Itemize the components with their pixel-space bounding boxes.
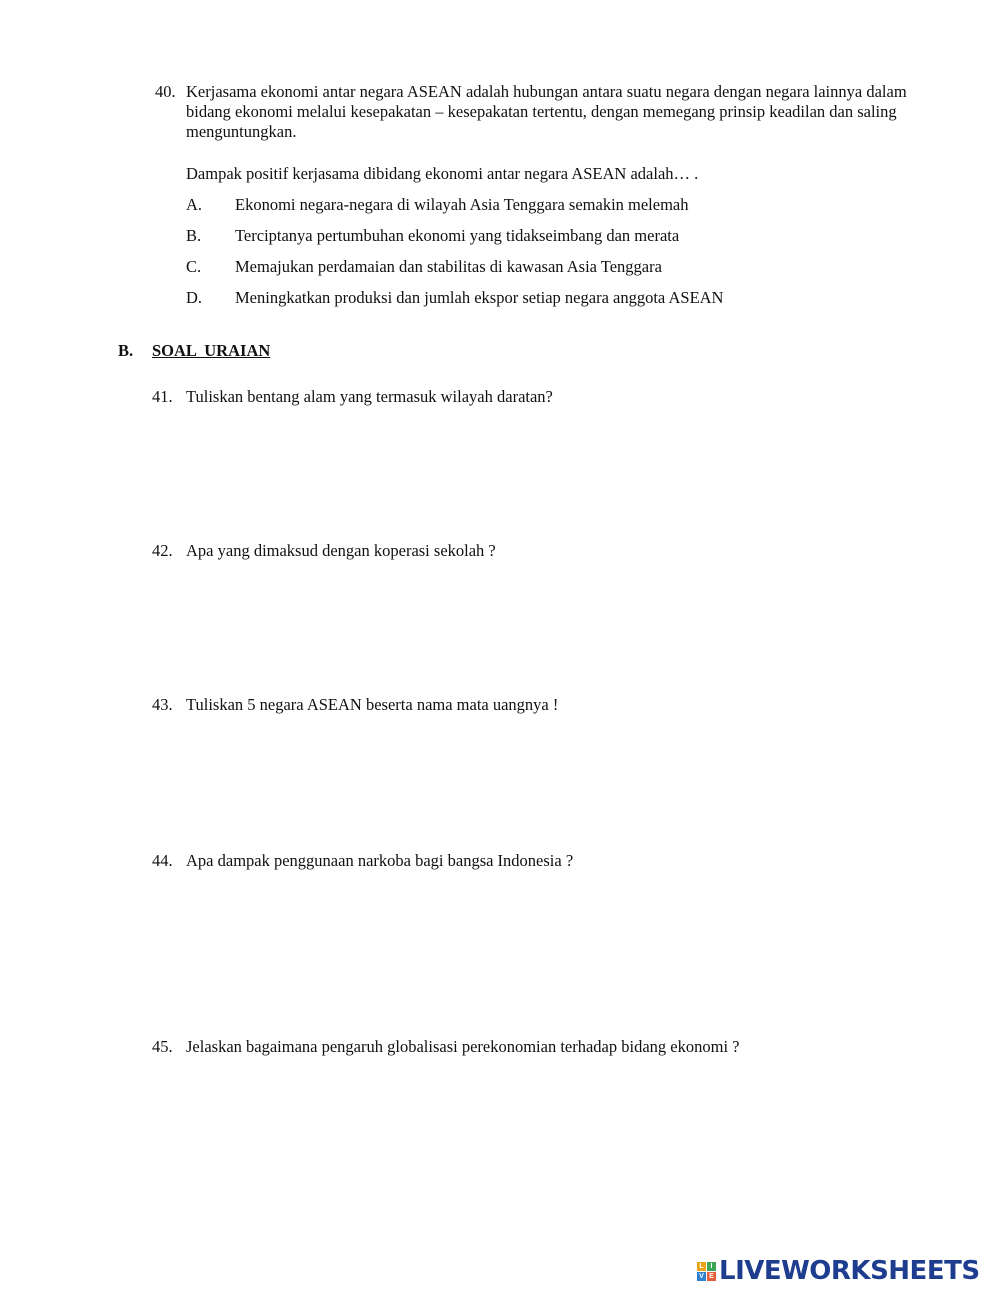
logo-block: V	[697, 1272, 706, 1281]
option-a-text: Ekonomi negara-negara di wilayah Asia Tenggara semakin melemah	[235, 195, 689, 214]
question-41-text: Tuliskan bentang alam yang termasuk wilayah daratan?	[186, 387, 553, 406]
question-44-text: Apa dampak penggunaan narkoba bagi bangsa Indonesia ?	[186, 851, 574, 870]
question-42-text: Apa yang dimaksud dengan koperasi sekolah ?	[186, 541, 496, 560]
option-b-text: Terciptanya pertumbuhan ekonomi yang tidakseimbang dan merata	[235, 226, 680, 245]
section-label: B.	[118, 341, 134, 360]
option-c-letter: C.	[186, 257, 202, 276]
logo-block: I	[707, 1262, 716, 1271]
question-number: 40.	[155, 82, 176, 101]
section-title: SOAL URAIAN	[152, 341, 271, 360]
logo-block: L	[697, 1262, 706, 1271]
question-number: 42.	[152, 541, 173, 560]
liveworksheets-logo[interactable]	[697, 1257, 980, 1285]
logo-block: E	[707, 1272, 716, 1281]
question-number: 41.	[152, 387, 173, 406]
question-number: 43.	[152, 695, 173, 714]
option-b-letter: B.	[186, 226, 202, 245]
logo-blocks-icon	[697, 1262, 716, 1281]
option-d-text: Meningkatkan produksi dan jumlah ekspor setiap negara anggota ASEAN	[235, 288, 724, 307]
option-a-letter: A.	[186, 195, 203, 214]
question-number: 45.	[152, 1037, 173, 1056]
logo-text: LIVEWORKSHEETS	[719, 1256, 980, 1286]
question-number: 44.	[152, 851, 173, 870]
question-40-prompt: Dampak positif kerjasama dibidang ekonomi antar negara ASEAN adalah… .	[186, 164, 699, 183]
question-43-text: Tuliskan 5 negara ASEAN beserta nama mata uangnya !	[186, 695, 559, 714]
question-45-text: Jelaskan bagaimana pengaruh globalisasi perekonomian terhadap bidang ekonomi ?	[186, 1037, 740, 1056]
option-d-letter: D.	[186, 288, 203, 307]
option-c-text: Memajukan perdamaian dan stabilitas di kawasan Asia Tenggara	[235, 257, 662, 276]
question-40-text: Kerjasama ekonomi antar negara ASEAN adalah hubungan antara suatu negara dengan negara lainnya dalam bidang ekonomi melalui kesepakatan – kesepakatan tertentu, dengan memegang prinsip keadilan dan saling menguntungkan.	[186, 82, 907, 141]
